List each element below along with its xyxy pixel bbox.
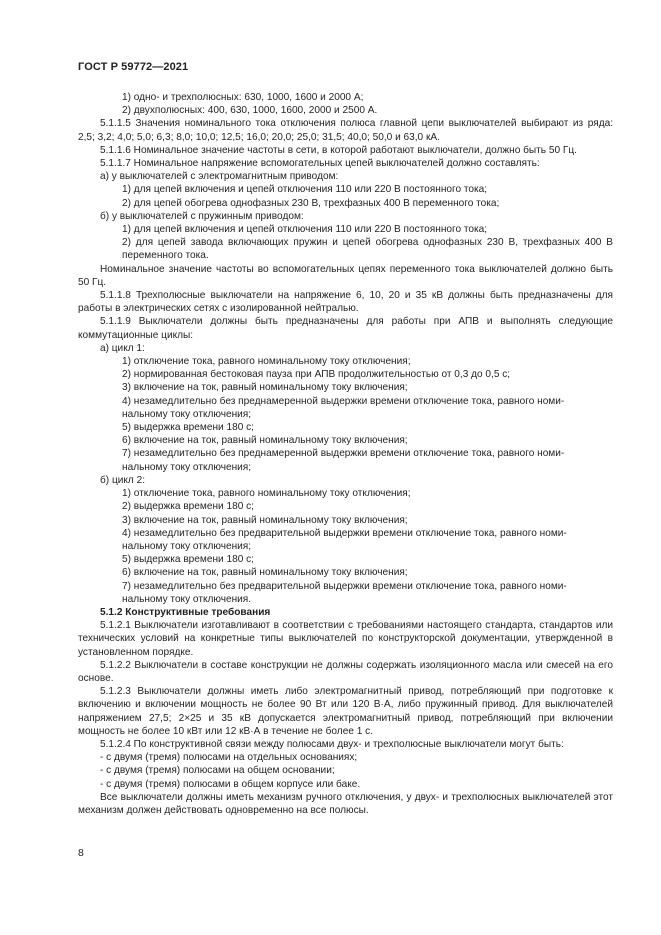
paragraph: 6) включение на ток, равный номинальному току включения; (122, 435, 408, 447)
page-number: 8 (78, 847, 84, 859)
document-header: ГОСТ Р 59772—2021 (78, 61, 189, 73)
paragraph: - с двумя (тремя) полюсами на отдельных основаниях; (100, 752, 358, 764)
paragraph: б) цикл 2: (100, 474, 146, 486)
paragraph: а) у выключателей с электромагнитным приводом: (100, 171, 339, 183)
paragraph: - с двумя (тремя) полюсами на общем основании; (100, 765, 335, 777)
paragraph: 2) выдержка времени 180 с; (122, 501, 254, 513)
paragraph: 2) для цепей завода включающих пружин и цепей обогрева однофазных 230 В, трехфазных 400 В переменного тока. (122, 237, 613, 262)
paragraph: 5) выдержка времени 180 с; (122, 422, 254, 434)
paragraph: 1) отключение тока, равного номинальному току отключения; (122, 488, 411, 500)
paragraph: 5.1.1.7 Номинальное напряжение вспомогательных цепей выключателей должно составлять: (100, 158, 540, 170)
paragraph: 5) выдержка времени 180 с; (122, 554, 254, 566)
paragraph: 5.1.1.5 Значения номинального тока отключения полюса главной цепи выключателей выбирают из ряда: 2,5; 3,2; 4,0; 5,0; 6,3; 8,0; 10,0; 12,5; 16,0; 20,0; 25,0; 31,5; 40,0; 50,0 и 63,0 кА. (78, 118, 613, 143)
paragraph: а) цикл 1: (100, 342, 145, 354)
paragraph: 5.1.1.9 Выключатели должны быть предназначены для работы при АПВ и выполнять следующие коммутационные циклы: (78, 316, 613, 341)
paragraph: 1) одно- и трехполюсных: 630, 1000, 1600 и 2000 А; (122, 92, 364, 103)
paragraph: нальному току отключения; (122, 461, 252, 473)
paragraph: нальному току отключения; (122, 408, 252, 420)
paragraph: нальному току отключения. (122, 593, 252, 605)
paragraph: б) у выключателей с пружинным приводом: (100, 210, 304, 222)
paragraph: 7) незамедлительно без преднамеренной выдержки времени отключение тока, равного номи- (122, 448, 565, 460)
paragraph: 5.1.2.1 Выключатели изготавливают в соответствии с требованиями настоящего стандарта, стандартов или технических условий на конкретные типы выключателей по конструкторской документации, утвержденной в установленном порядке. (78, 620, 613, 658)
section-heading: 5.1.2 Конструктивные требования (100, 606, 271, 618)
paragraph: 1) отключение тока, равного номинальному току отключения; (122, 356, 411, 368)
page-body (78, 91, 613, 817)
paragraph: 3) включение на ток, равный номинальному току включения; (122, 514, 408, 526)
paragraph: 2) двухполюсных: 400, 630, 1000, 1600, 2000 и 2500 А. (122, 105, 378, 117)
paragraph: 1) для цепей включения и цепей отключения 110 или 220 В постоянного тока; (122, 224, 488, 236)
paragraph: Все выключатели должны иметь механизм ручного отключения, у двух- и трехполюсных выключателей этот механизм должен действовать одновременно на все полюсы. (78, 791, 613, 816)
paragraph: 5.1.2.3 Выключатели должны иметь либо электромагнитный привод, потребляющий при подготовке к включению и включении мощность не более 90 Вт или 120 В·А, либо пружинный привод. Для выключателей напряжением 27,5; 2×25 и 35 кВ допускается электромагнитный привод, потребляющий при включении мощность не более 10 кВт или 12 кВ·А в течение не более 1 с. (78, 686, 613, 737)
paragraph: 6) включение на ток, равный номинальному току включения; (122, 567, 408, 579)
paragraph: Номинальное значение частоты во вспомогательных цепях переменного тока выключателей должно быть 50 Гц. (78, 263, 613, 288)
paragraph: 5.1.2.4 По конструктивной связи между полюсами двух- и трехполюсные выключатели могут быть: (100, 738, 564, 750)
paragraph: 4) незамедлительно без предварительной выдержки времени отключение тока, равного номи- (122, 527, 567, 539)
paragraph: 2) нормированная бестоковая пауза при АПВ продолжительностью от 0,3 до 0,5 с; (122, 369, 511, 381)
paragraph: - с двумя (тремя) полюсами в общем корпусе или баке. (100, 778, 361, 790)
paragraph: 3) включение на ток, равный номинальному току включения; (122, 382, 408, 394)
paragraph: 5.1.1.8 Трехполюсные выключатели на напряжение 6, 10, 20 и 35 кВ должны быть предназначены для работы в электрических сетях с изолированной нейтралью. (78, 290, 613, 315)
paragraph: 5.1.2.2 Выключатели в составе конструкции не должны содержать изоляционного масла или смесей на его основе. (78, 659, 613, 684)
paragraph: 1) для цепей включения и цепей отключения 110 или 220 В постоянного тока; (122, 184, 488, 196)
paragraph: нальному току отключения; (122, 540, 252, 552)
paragraph: 5.1.1.6 Номинальное значение частоты в сети, в которой работают выключатели, должно быть 50 Гц. (100, 144, 577, 156)
paragraph: 2) для цепей обогрева однофазных 230 В, трехфазных 400 В переменного тока; (122, 197, 500, 209)
paragraph: 7) незамедлительно без предварительной выдержки времени отключение тока, равного номи- (122, 580, 567, 592)
paragraph: 4) незамедлительно без преднамеренной выдержки времени отключение тока, равного номи- (122, 395, 565, 407)
